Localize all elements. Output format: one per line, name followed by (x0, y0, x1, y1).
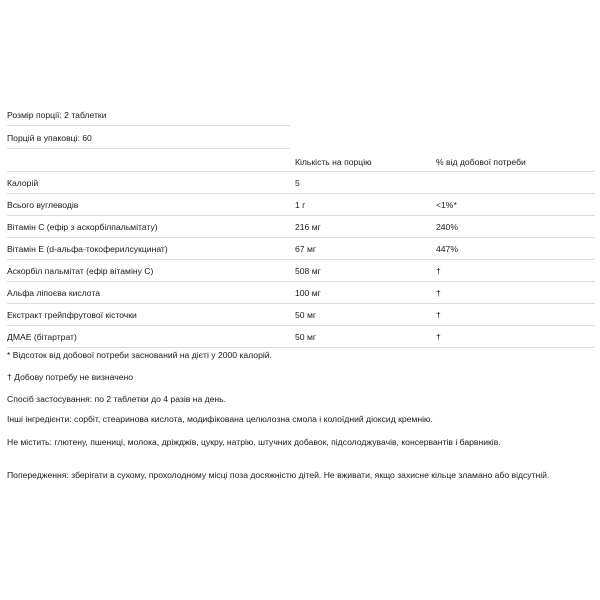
other-ingredients-text: Інші інгредієнти: сорбіт, стеаринова кислота, модифікована целюлозна смола і колоїдний діоксид кремнію. (7, 414, 433, 424)
nutrient-daily-value: † (436, 288, 441, 298)
dagger-footnote (7, 372, 559, 384)
dagger-footnote-text: † Добову потребу не визначено (7, 372, 134, 382)
nutrient-daily-value: † (436, 332, 441, 342)
free-from-text: Не містить: глютену, пшениці, молока, дріжджів, цукру, натрію, штучних добавок, підсолоджувачів, консервантів і барвників. (7, 437, 501, 447)
serving-size-row (7, 103, 290, 126)
table-row (7, 172, 595, 194)
other-ingredients (7, 414, 559, 426)
table-header-row (7, 149, 595, 172)
table-row (7, 326, 595, 348)
nutrient-amount: 216 мг (295, 222, 321, 232)
column-header-amount: Кількість на порцію (295, 157, 372, 167)
usage-directions (7, 394, 559, 406)
supplement-facts-panel (7, 103, 595, 348)
nutrient-name: Всього вуглеводів (7, 200, 79, 210)
daily-value-footnote (7, 350, 559, 362)
nutrient-daily-value: 240% (436, 222, 458, 232)
nutrient-name: Аскорбіл пальмітат (ефір вітаміну С) (7, 266, 154, 276)
servings-per-container-text: Порцій в упаковці: 60 (7, 133, 92, 143)
nutrient-amount: 5 (295, 178, 300, 188)
warning-statement (7, 470, 559, 482)
servings-per-container-row (7, 126, 290, 149)
usage-directions-text: Спосіб застосування: по 2 таблетки до 4 разів на день. (7, 394, 227, 404)
table-row (7, 216, 595, 238)
nutrient-name: Альфа ліпоєва кислота (7, 288, 101, 298)
column-header-daily-value: % від добової потреби (436, 157, 526, 167)
nutrient-name: ДМАЕ (бітартрат) (7, 332, 77, 342)
nutrient-daily-value: † (436, 266, 441, 276)
nutrient-daily-value: † (436, 310, 441, 320)
nutrient-amount: 100 мг (295, 288, 321, 298)
serving-size-text: Розмір порції: 2 таблетки (7, 110, 107, 120)
nutrient-daily-value: <1%* (436, 200, 457, 210)
nutrient-name: Калорій (7, 178, 39, 188)
nutrient-amount: 1 г (295, 200, 306, 210)
nutrient-amount: 50 мг (295, 310, 316, 320)
nutrient-name: Вітамін Е (d-альфа-токоферилсукцинат) (7, 244, 168, 254)
table-row (7, 238, 595, 260)
nutrient-amount: 508 мг (295, 266, 321, 276)
warning-text: Попередження: зберігати в сухому, прохолодному місці поза досяжністю дітей. Не вживати, якщо захисне кільце зламано або відсутній. (7, 470, 550, 480)
table-row (7, 304, 595, 326)
daily-value-footnote-text: * Відсоток від добової потреби заснований на дієті у 2000 калорій. (7, 350, 272, 360)
table-row (7, 282, 595, 304)
free-from-statement (7, 437, 559, 449)
nutrient-amount: 67 мг (295, 244, 316, 254)
nutrient-name: Вітамін С (ефір з аскорбілпальмітату) (7, 222, 158, 232)
nutrient-daily-value: 447% (436, 244, 458, 254)
nutrient-name: Екстракт грейпфрутової кісточки (7, 310, 137, 320)
table-row (7, 260, 595, 282)
nutrient-amount: 50 мг (295, 332, 316, 342)
table-row (7, 194, 595, 216)
